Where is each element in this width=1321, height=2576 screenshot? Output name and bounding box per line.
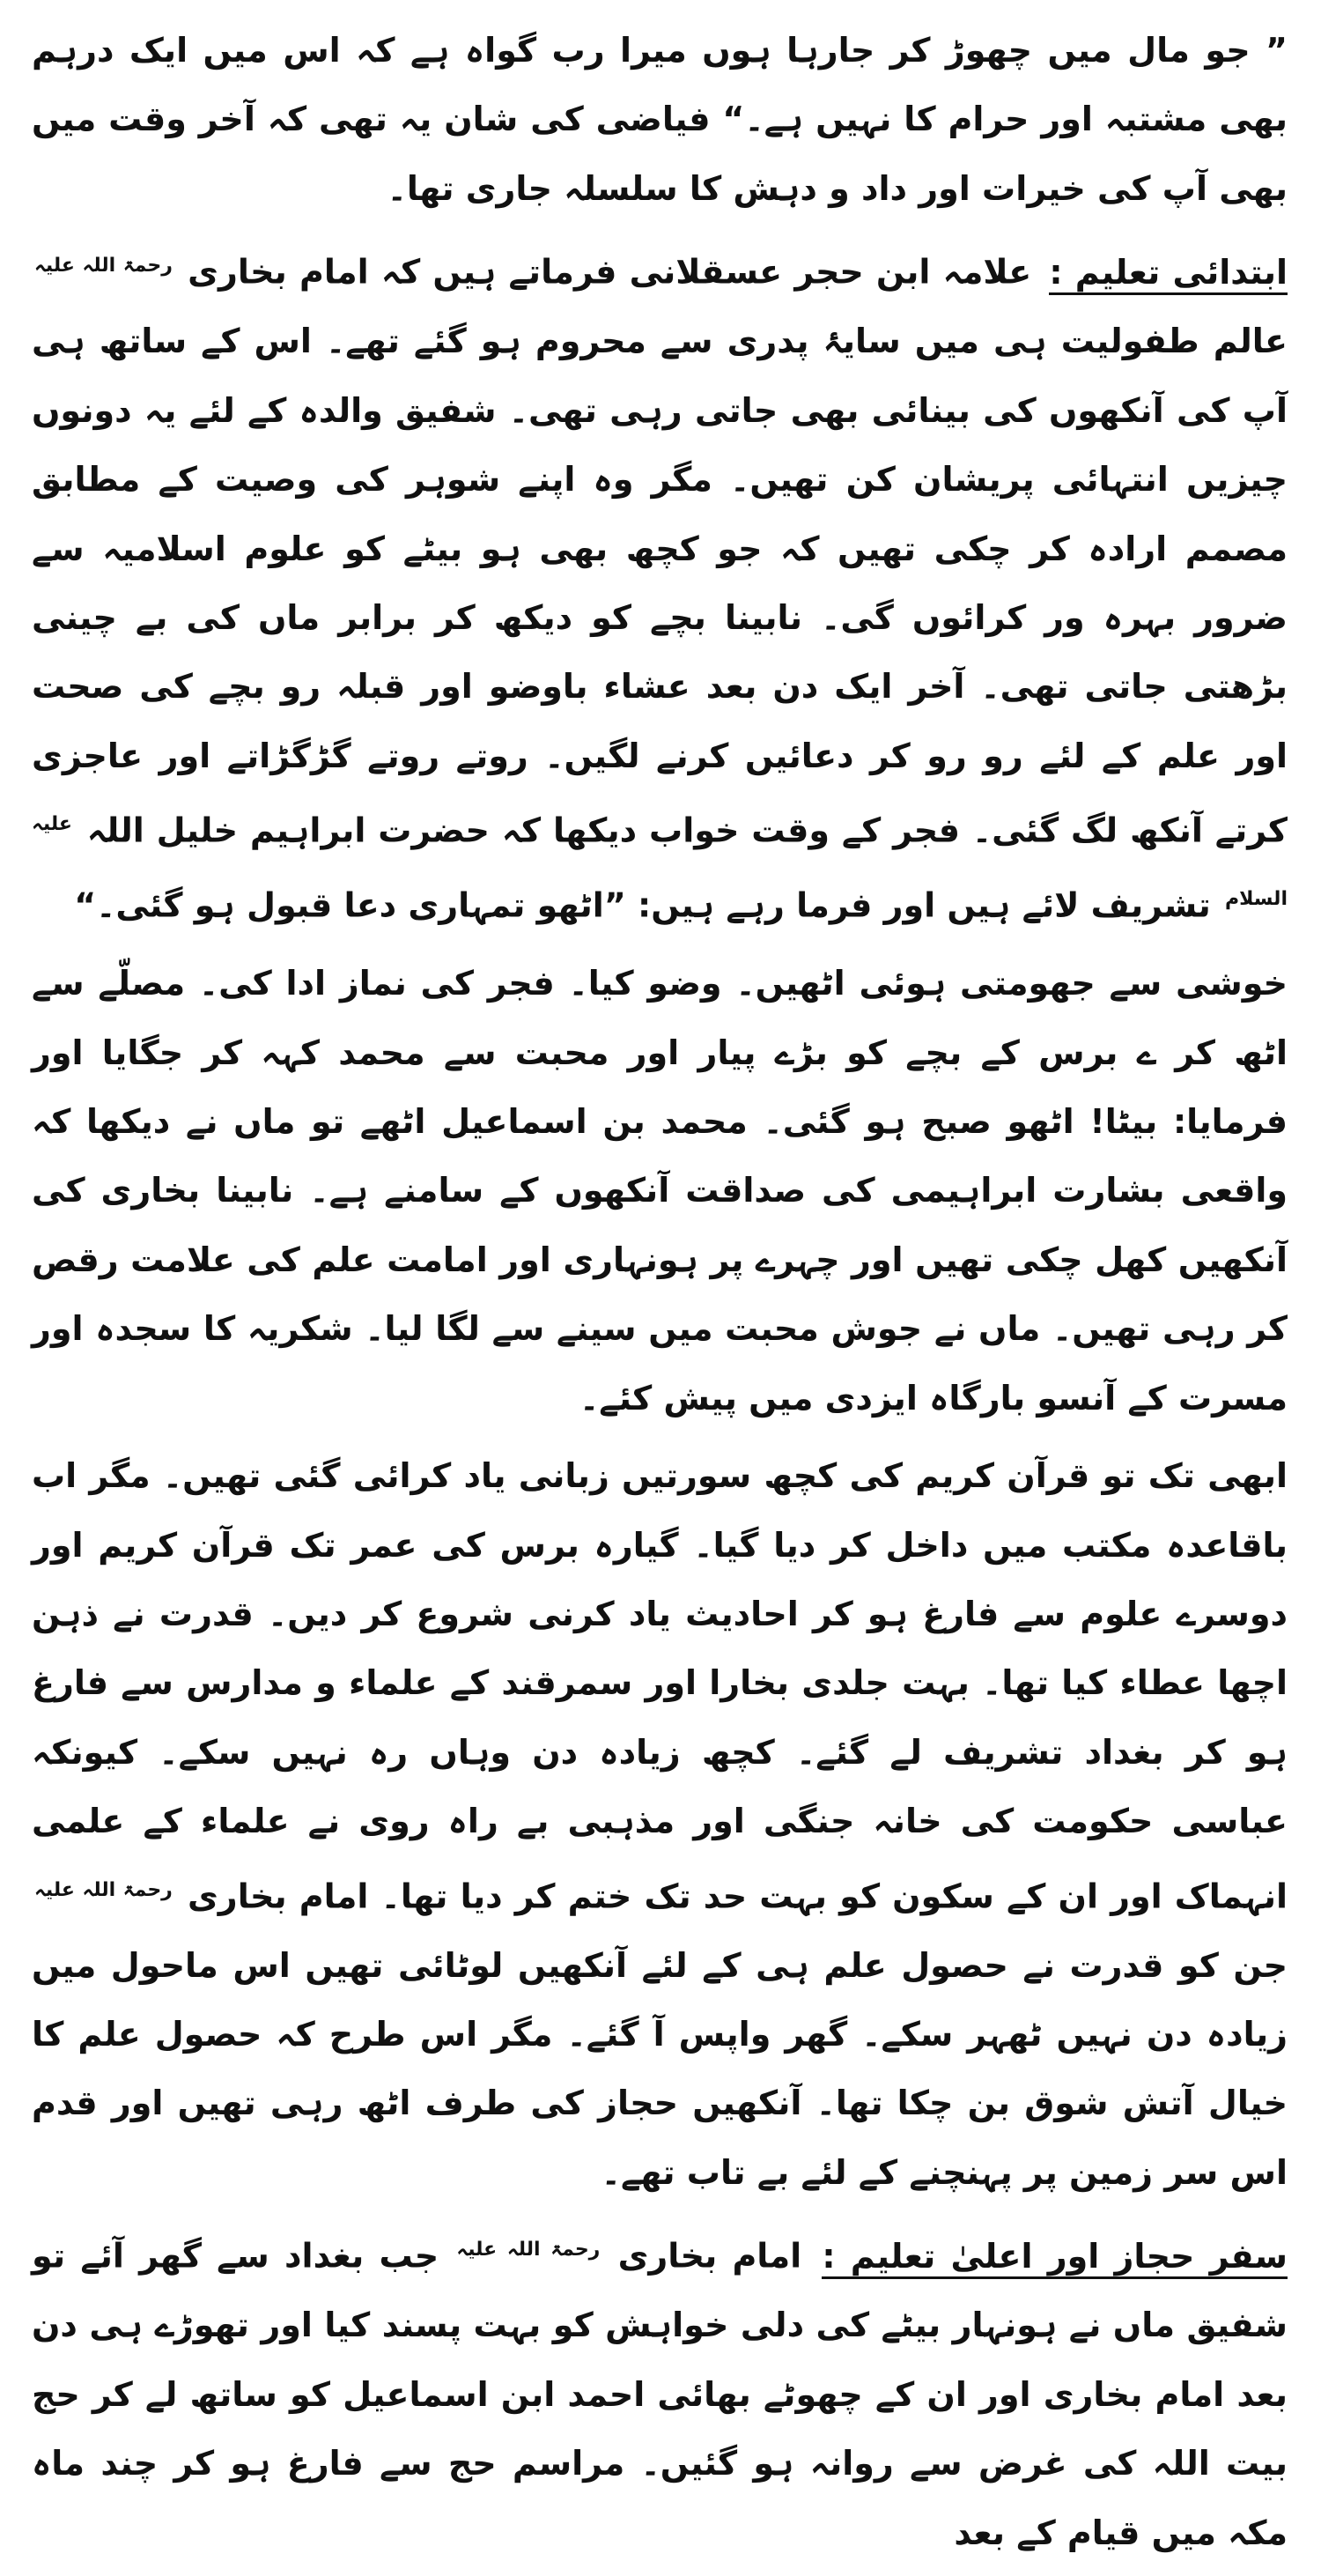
paragraph-hijaz-journey <box>32 2216 1288 2567</box>
paragraph-text: ابھی تک تو قرآن کریم کی کچھ سورتیں زبانی یاد کرائی گئی تھیں۔ مگر اب باقاعدہ مکتب میں داخل کر دیا گیا۔ گیارہ برس کی عمر تک قرآن کریم اور دوسرے علوم سے فارغ ہو کر احادیث یاد کرنی شروع کر دیں۔ قدرت نے ذہن اچھا عطاء کیا تھا۔ بہت جلدی بخارا اور سمرقند کے علماء و مدارس سے فارغ ہو کر بغداد تشریف لے گئے۔ کچھ زیادہ دن وہاں رہ نہیں سکے۔ کیونکہ عباسی حکومت کی خانہ جنگی اور مذہبی بے راہ روی نے علماء کے علمی انہماک اور ان کے سکون کو بہت حد تک ختم کر دیا تھا۔ امام بخاری <box>32 1456 1288 1916</box>
honorific-rahmatullah: رحمۃ اللہ علیہ <box>456 2239 601 2261</box>
section-heading-hijaz-journey: سفر حجاز اور اعلیٰ تعلیم : <box>822 2237 1288 2279</box>
paragraph-text: جب بغداد سے گھر آئے تو شفیق ماں نے ہونہار بیٹے کی دلی خواہش کو بہت پسند کیا اور تھوڑے ہی دن بعد امام بخاری اور ان کے چھوٹے بھائی احمد ابن اسماعیل کو ساتھ لے کر حج بیت اللہ کی غرض سے روانہ ہو گئیں۔ مراسم حج سے فارغ ہو کر چند ماہ مکہ میں قیام کے بعد <box>32 2236 1288 2552</box>
paragraph-text: تشریف لائے ہیں اور فرما رہے ہیں: ”اٹھو تمہاری دعا قبول ہو گئی۔“ <box>74 885 1211 925</box>
paragraph-early-education <box>32 232 1288 940</box>
paragraph-schooling <box>32 1441 1288 2207</box>
document-page <box>32 16 1288 2576</box>
paragraph-awakening: خوشی سے جھومتی ہوئی اٹھیں۔ وضو کیا۔ فجر کی نماز ادا کی۔ مصلّے سے اٹھ کر ے برس کے بچے کو بڑے پیار اور محبت سے محمد کہہ کر جگایا اور فرمایا: بیٹا! اٹھو صبح ہو گئی۔ محمد بن اسماعیل اٹھے تو ماں نے دیکھا کہ واقعی بشارت ابراہیمی کی صداقت آنکھوں کے سامنے ہے۔ نابینا بخاری کی آنکھیں کھل چکی تھیں اور چہرے پر ہونہاری اور امامت علم کی علامت رقص کر رہی تھیں۔ ماں نے جوش محبت میں سینے سے لگا لیا۔ شکریہ کا سجدہ اور مسرت کے آنسو بارگاہ ایزدی میں پیش کئے۔ <box>32 964 1288 1418</box>
paragraph-text: امام بخاری <box>617 2236 802 2276</box>
honorific-rahmatullah: رحمۃ اللہ علیہ <box>34 1878 173 1901</box>
paragraph-text: جن کو قدرت نے حصول علم ہی کے لئے آنکھیں لوٹائی تھیں اس ماحول میں زیادہ دن نہیں ٹھہر سکے۔ گھر واپس آ گئے۔ مگر اس طرح کہ حصول علم کا خیال آتش شوق بن چکا تھا۔ آنکھیں حجاز کی طرف اٹھ رہی تھیں اور قدم اس سر زمین پر پہنچنے کے لئے بے تاب تھے۔ <box>32 1945 1288 2192</box>
paragraph-text: عالم طفولیت ہی میں سایۂ پدری سے محروم ہو گئے تھے۔ اس کے ساتھ ہی آپ کی آنکھوں کی بینائی بھی جاتی رہی تھی۔ شفیق والدہ کے لئے یہ دونوں چیزیں انتہائی پریشان کن تھیں۔ مگر وہ اپنے شوہر کی وصیت کے مطابق مصمم ارادہ کر چکی تھیں کہ جو کچھ بھی ہو بیٹے کو علوم اسلامیہ سے ضرور بہرہ ور کرائوں گی۔ نابینا بچے کو دیکھ کر برابر ماں کی بے چینی بڑھتی جاتی تھی۔ آخر ایک دن بعد عشاء باوضو اور قبلہ رو بچے کی صحت اور علم کے لئے رو رو کر دعائیں کرنے لگیں۔ روتے روتے گڑگڑاتے اور عاجزی کرتے آنکھ لگ گئی۔ فجر کے وقت خواب دیکھا کہ حضرت ابراہیم خلیل اللہ <box>32 322 1288 850</box>
section-heading-early-education: ابتدائی تعلیم : <box>1049 253 1288 295</box>
honorific-alaihissalam: علیہ السلام <box>32 813 1288 911</box>
paragraph-legacy: ” جو مال میں چھوڑ کر جارہا ہوں میرا رب گواہ ہے کہ اس میں ایک درہم بھی مشتبہ اور حرام کا نہیں ہے۔“ فیاضی کی شان یہ تھی کہ آخر وقت میں بھی آپ کی خیرات اور داد و دہش کا سلسلہ جاری تھا۔ <box>32 31 1288 208</box>
paragraph-text: علامہ ابن حجر عسقلانی فرماتے ہیں کہ امام بخاری <box>188 252 1032 292</box>
honorific-rahmatullah: رحمۃ اللہ علیہ <box>34 255 173 278</box>
